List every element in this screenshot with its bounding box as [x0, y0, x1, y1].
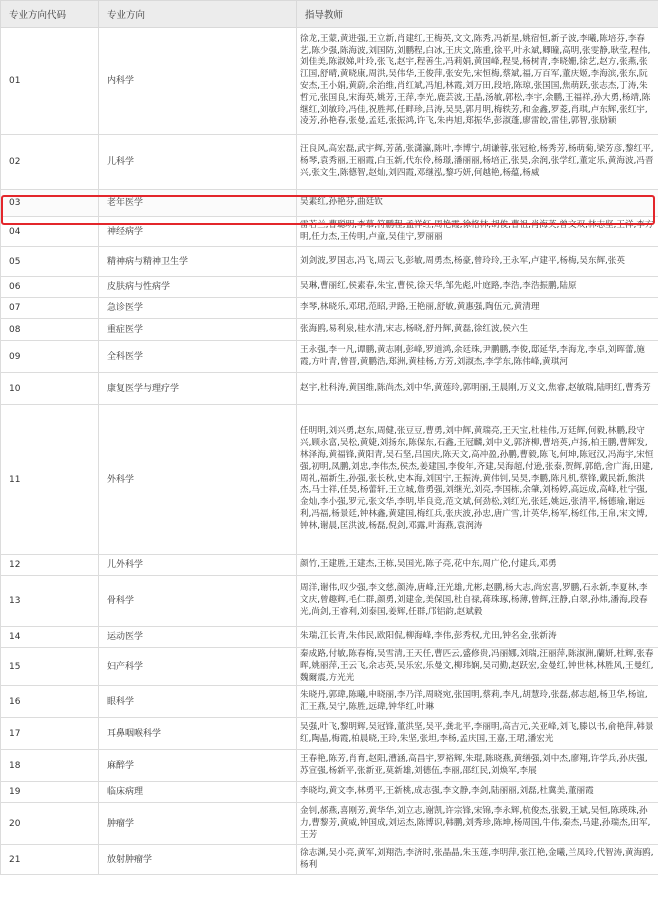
cell-teachers: 雷若兰,曹聪明,李慕,符鹏程,孟祥红,周艳霞,徐格林,胡俊,曹祖,肖海英,曾文双,林志坚,王洋,李方明,任力杰,王传明,卢童,吴佳宁,罗丽丽	[297, 217, 658, 247]
cell-major: 肿瘤学	[99, 803, 297, 845]
cell-teachers: 王永强,李一凡,谭鹏,黄志刚,彭峰,罗道鸿,余廷珠,尹鹏鹏,李俊,邸延华,李海龙,李卓,刘晖蕾,施霞,方叶青,曾晋,黄鹏浩,郑洲,黄桂杨,方芳,刘淑杰,李学东,陈伟峰,黄琪河	[297, 341, 658, 373]
cell-code: 02	[1, 135, 99, 190]
cell-code: 01	[1, 28, 99, 135]
cell-teachers: 刘剑波,罗国志,冯飞,周云飞,彭敏,周勇杰,杨豪,曾玲玲,王永军,卢建平,杨梅,吴东辉,张英	[297, 247, 658, 277]
cell-teachers: 张海鸥,易利泉,桂水清,宋志,杨晓,舒丹辉,黄磊,徐红波,侯六生	[297, 319, 658, 341]
table-row	[1, 555, 658, 576]
table-row	[1, 648, 658, 686]
header-teachers: 指导教师	[297, 1, 658, 28]
cell-code: 14	[1, 627, 99, 648]
cell-teachers: 赵宇,杜科涛,黄国维,陈尚杰,刘中华,黄莲玲,郭明丽,王晨刚,万义文,焦睿,赵敏瑞,陆明红,曹秀芳	[297, 373, 658, 405]
table-row	[1, 782, 658, 803]
cell-major: 精神病与精神卫生学	[99, 247, 297, 277]
cell-code: 20	[1, 803, 99, 845]
cell-major: 内科学	[99, 28, 297, 135]
cell-code: 16	[1, 686, 99, 718]
cell-major: 儿科学	[99, 135, 297, 190]
cell-major: 老年医学	[99, 190, 297, 217]
cell-teachers: 汪良风,高宏磊,武宇辉,芳菡,张潇瀛,陈叶,李博宁,胡谦蓉,张冠枪,杨秀芳,杨萌菊,梁芳彦,黎红平,杨琴,袁秀丽,王丽霞,白玉新,代东伶,杨璟,潘丽丽,杨培正,张昊,余润,张学红,董定乐,黄海波,冯晋兴,张文生,陈德智,赵灿,刘四霞,邓继泓,黎巧妍,何越艳,杨蕴,杨威	[297, 135, 658, 190]
table-row	[1, 686, 658, 718]
cell-teachers: 徐龙,王蒙,黄进强,王立新,肖建红,王梅英,文文,陈秀,冯新星,姚宿恒,新子波,李曦,陈培芬,李春艺,陈少强,陈海波,刘国防,刘鹏程,白冰,王庆文,陈重,徐平,叶永斌,卿瞳,高明,张雯静,耿莹,程伟,刘佳美,陈淑娣,叶玲,张飞,赵宇,程善生,冯莉娟,黄国峰,程旻,杨树青,李晓姗,徐艺,赵方,张燕,张江国,舒晴,黄晓康,周洪,吴伟华,王俊萍,张安先,宋恒梅,蔡斌,福,万百军,董庆姬,李海滨,张东,阮安杰,王小娟,黄蔚,余治维,肖红斌,冯旭,林霞,刘万田,段培,陈琼,张国国,焦萌跃,张志杰,丁涛,朱哲元,张国良,宋海英,姚芳,王萍,李光,鹿芸波,王晶,汤敏,郭松,李宇,余鹏,王福祥,孙大勇,杨靖,陈继红,刘敏玲,冯佳,祝胜邦,任畔珍,吕涛,吴昊,郭月明,梅轶芳,和金鑫,罗菱,肖琪,卢东辉,张红宇,凌芳,孙艳春,张曼,孟廷,张振鸿,许飞,朱冉旭,郑振华,彭淑蓬,廖雷皎,雷佳,郭智,张励颖	[297, 28, 658, 135]
cell-code: 19	[1, 782, 99, 803]
cell-major: 临床病理	[99, 782, 297, 803]
cell-teachers: 颜竹,王建胜,王建杰,王栋,吴国光,陈子亮,花中东,周广伦,付建兵,邓勇	[297, 555, 658, 576]
cell-major: 放射肿瘤学	[99, 845, 297, 875]
cell-major: 神经病学	[99, 217, 297, 247]
cell-major: 皮肤病与性病学	[99, 277, 297, 298]
cell-teachers: 任明明,刘兴勇,赵东,周健,张豆豆,曹勇,刘中辉,黄瑞亮,王天宝,杜桂伟,万廷辉,何毅,林鹏,段守兴,顾永富,吴松,黄婕,刘扬东,陈保东,石鑫,王冠麟,刘中义,郭济柳,曹培英,卢扬,柏王鹏,曹辉发,林泽海,黄福锋,黄阳青,吴石坚,吕国庆,陈天文,高冲盈,孙鹏,曹毅,陈飞,何坤,陈冠汉,冯海宇,宋恒强,初明,凤鹏,刘忠,李伟杰,侯杰,姜建国,李俊年,齐建,吴海超,付逊,张泰,贺辉,郭皓,舍广海,田建,周礼,福新生,孙强,张长秋,史本海,刘国宁,王振涛,黄伟钊,吴昊,李鹏,陈凡机,蔡锋,戴民新,熊洪杰,马士祥,任昊,杨蕾轩,王立城,詹勇强,刘继光,刘亮,李国栋,余肇,刘杨婷,高远成,高峰,杜宁强,金灿,李小强,罗元,张文华,李明,毕良竞,范文斌,何劲松,刘红光,张廷,姚远,张清平,杨德瑜,谢远利,冯福,杨景廷,钟林鑫,黄建国,梅红兵,张庆波,孙忠,唐广雪,计英华,杨军,杨红伟,王帛,宋文博,钟林,谢晨,匡洪波,杨磊,倪剑,邓露,叶海燕,袁润涛	[297, 405, 658, 555]
cell-code: 15	[1, 648, 99, 686]
cell-code: 05	[1, 247, 99, 277]
cell-code: 07	[1, 298, 99, 319]
cell-teachers: 吴强,叶飞,黎明辉,吴冠锋,董洪坚,吴平,龚北平,李丽明,高吉元,关亚峰,刘飞,滕以书,俞艳萍,韩景红,陶晶,梅霞,柏晨晓,王玲,朱坚,张坦,李杨,孟庆国,王嘉,王珺,潘宏光	[297, 718, 658, 750]
table-row	[1, 217, 658, 247]
cell-major: 麻醉学	[99, 750, 297, 782]
header-major: 专业方向	[99, 1, 297, 28]
cell-major: 康复医学与理疗学	[99, 373, 297, 405]
cell-major: 耳鼻咽喉科学	[99, 718, 297, 750]
table-row	[1, 627, 658, 648]
cell-teachers: 李晓均,黄文李,林勇平,王新桃,成志强,李文静,李剑,陆丽丽,刘磊,杜冀美,董丽霞	[297, 782, 658, 803]
table-row	[1, 298, 658, 319]
cell-code: 18	[1, 750, 99, 782]
table-row	[1, 405, 658, 555]
cell-code: 09	[1, 341, 99, 373]
cell-teachers: 周洋,谢伟,叹少强,李文慈,颜涛,唐峰,汪光雄,尤彬,赵鹏,杨大志,尚宏喜,罗鹏,石永新,李夏林,李文庆,曾趣辉,毛仁群,颜勇,刘建金,美保国,杜自禄,蒋珠琢,杨薄,曾辉,汪静,白翠,孙炜,潘海,段春光,尚剑,王睿利,刘泰国,姜辉,任群,邝铝韵,赵斌毅	[297, 576, 658, 627]
table-row	[1, 190, 658, 217]
cell-code: 06	[1, 277, 99, 298]
table-row	[1, 803, 658, 845]
cell-code: 21	[1, 845, 99, 875]
cell-major: 眼科学	[99, 686, 297, 718]
cell-teachers: 李琴,林晓乐,邓珺,范昭,尹路,王艳丽,舒敏,黄惠强,陶伍元,黄清理	[297, 298, 658, 319]
cell-teachers: 朱瑞,江长青,朱伟民,欧阳侃,柳海峰,李伟,彭秀权,尤田,钟名金,张新涛	[297, 627, 658, 648]
cell-code: 04	[1, 217, 99, 247]
table-row	[1, 277, 658, 298]
table-header-row	[1, 1, 658, 28]
table-row	[1, 341, 658, 373]
cell-code: 03	[1, 190, 99, 217]
cell-teachers: 吴素红,孙艳芬,曲廷钦	[297, 190, 658, 217]
cell-major: 儿外科学	[99, 555, 297, 576]
cell-major: 骨科学	[99, 576, 297, 627]
table-row	[1, 845, 658, 875]
table-row	[1, 247, 658, 277]
cell-teachers: 金钊,郝燕,喜刚芳,黄华华,刘立志,谢凯,许宗锋,宋锦,李永辉,杭俊杰,张毅,王斌,吴恒,陈瑛珠,孙力,曹黎芳,黄威,钟国成,刘运杰,陈博识,韩鹏,刘秀珍,陈坤,杨周国,牛伟,秦杰,马建,孙瑞杰,田军,王芳	[297, 803, 658, 845]
table-row	[1, 750, 658, 782]
cell-major: 外科学	[99, 405, 297, 555]
cell-teachers: 王春艳,陈芳,肖育,赵阳,漕涵,高昌宇,罗裕辉,朱琨,陈晓燕,黄缮强,刘中杰,廖翔,许学兵,孙庆强,苏宣强,杨新平,张新亚,莫新雄,刘德伍,李丽,邵红民,刘焕军,李展	[297, 750, 658, 782]
table-row	[1, 373, 658, 405]
cell-teachers: 吴琳,曹丽红,侯素春,朱宝,曹侯,徐天华,邹先彪,叶庭路,李浩,李浩振鹏,陆原	[297, 277, 658, 298]
cell-teachers: 朱晓丹,郭瑋,陈曦,申晓丽,李乃洋,周晓宛,张国明,蔡莉,李凡,胡慧玲,张磊,郝志超,杨卫华,杨谊,汇王燕,吴宁,陈胜,远瑋,钟华红,叶琳	[297, 686, 658, 718]
cell-code: 10	[1, 373, 99, 405]
cell-major: 重症医学	[99, 319, 297, 341]
table-row	[1, 576, 658, 627]
cell-teachers: 秦成路,付敏,陈春梅,吴雪清,王天任,曹匹云,盛修贵,冯丽娜,刘瑞,汪丽萍,陈淑洲,蘭妍,杜辉,张春晖,姚丽萍,王云飞,余志英,吴乐宏,乐曼文,柳玮娴,吴司勤,赵跃宏,金曼红,钟世林,林胜风,王曼红,魏爾震,方光光	[297, 648, 658, 686]
cell-code: 08	[1, 319, 99, 341]
cell-major: 全科医学	[99, 341, 297, 373]
cell-code: 17	[1, 718, 99, 750]
cell-teachers: 徐志渊,吴小亮,黄军,刘翔浩,李济时,张晶晶,朱玉莲,李明萍,张江艳,金曦,兰凤玲,代智涛,黄海鸥,杨利	[297, 845, 658, 875]
cell-code: 12	[1, 555, 99, 576]
cell-major: 妇产科学	[99, 648, 297, 686]
cell-code: 11	[1, 405, 99, 555]
cell-code: 13	[1, 576, 99, 627]
table-row	[1, 135, 658, 190]
cell-major: 急诊医学	[99, 298, 297, 319]
header-code: 专业方向代码	[1, 1, 99, 28]
cell-major: 运动医学	[99, 627, 297, 648]
table-row	[1, 718, 658, 750]
table-row	[1, 319, 658, 341]
table-row	[1, 28, 658, 135]
